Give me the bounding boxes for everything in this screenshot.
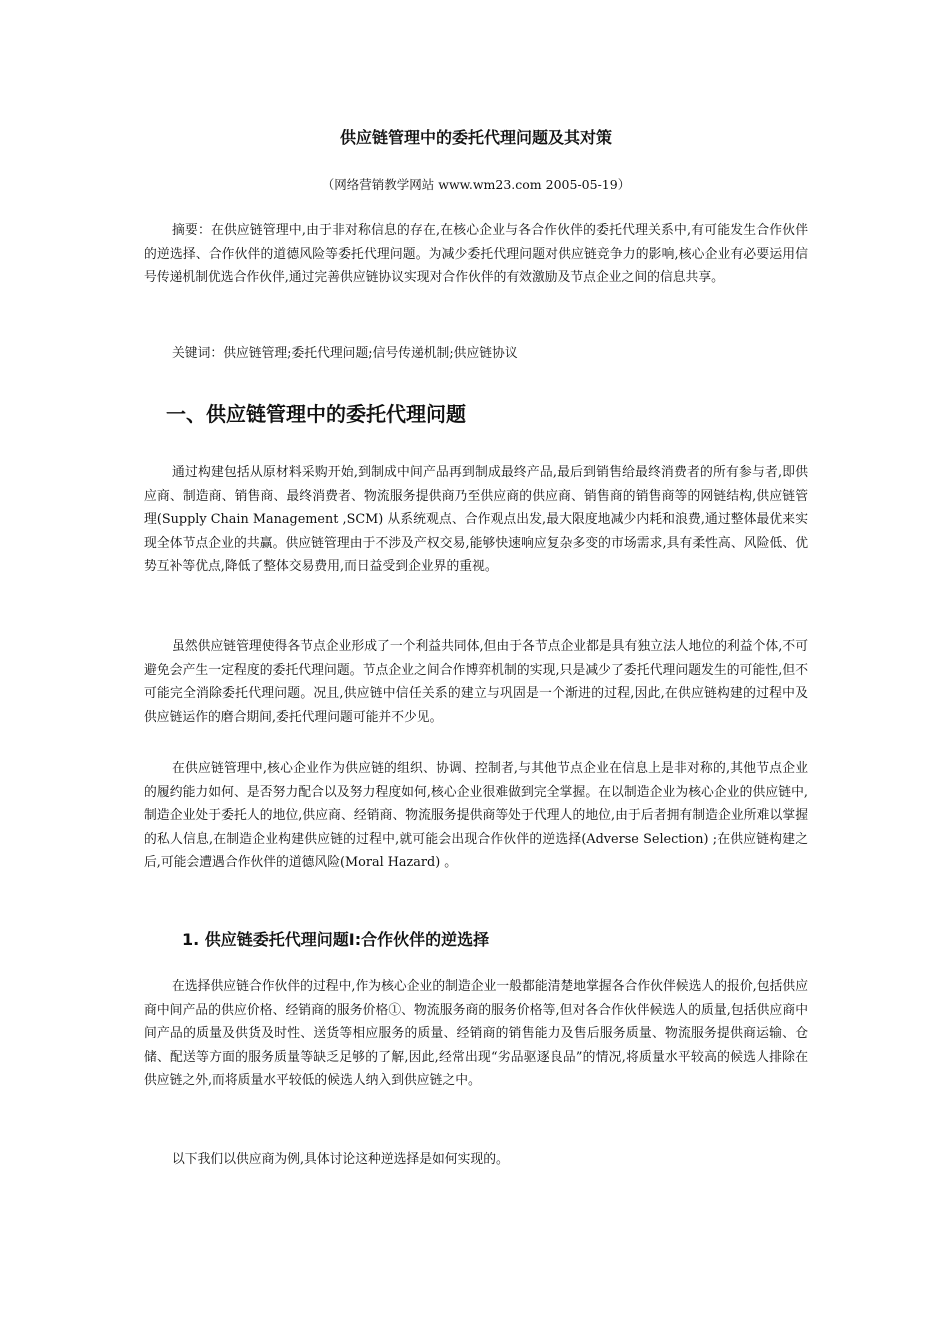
body-paragraph: 通过构建包括从原材料采购开始,到制成中间产品再到制成最终产品,最后到销售给最终消费者的所有参与者,即供应商、制造商、销售商、最终消费者、物流服务提供商乃至供应商的供应商、销售商的销售商等的网链结构,供应链管理(Supply Chain Management ,SCM) 从系统观点、合作观点出发,最大限度地减少内耗和浪费,通过整体最优来实现全体节点企业的共赢。供应链管理由于不涉及产权交易,能够快速响应复杂多变的市场需求,具有柔性高、风险低、优势互补等优点,降低了整体交易费用,而日益受到企业界的重视。 bbox=[144, 465, 808, 575]
subsection-heading: 1. 供应链委托代理问题Ⅰ:合作伙伴的逆选择 bbox=[182, 930, 490, 949]
keywords-paragraph: 关键词：供应链管理;委托代理问题;信号传递机制;供应链协议 bbox=[172, 346, 518, 361]
body-paragraph: 虽然供应链管理使得各节点企业形成了一个利益共同体,但由于各节点企业都是具有独立法人地位的利益个体,不可避免会产生一定程度的委托代理问题。节点企业之间合作博弈机制的实现,只是减少了委托代理问题发生的可能性,但不可能完全消除委托代理问题。况且,供应链中信任关系的建立与巩固是一个渐进的过程,因此,在供应链构建的过程中及供应链运作的磨合期间,委托代理问题可能并不少见。 bbox=[144, 639, 808, 725]
document-source: （网络营销教学网站 www.wm23.com 2005-05-19） bbox=[321, 177, 631, 192]
abstract-paragraph: 摘要：在供应链管理中,由于非对称信息的存在,在核心企业与各合作伙伴的委托代理关系中,有可能发生合作伙伴的逆选择、合作伙伴的道德风险等委托代理问题。为减少委托代理问题对供应链竞争力的影响,核心企业有必要运用信号传递机制优选合作伙伴,通过完善供应链协议实现对合作伙伴的有效激励及节点企业之间的信息共享。 bbox=[144, 223, 808, 286]
body-paragraph: 以下我们以供应商为例,具体讨论这种逆选择是如何实现的。 bbox=[172, 1152, 509, 1167]
document-title: 供应链管理中的委托代理问题及其对策 bbox=[339, 128, 612, 147]
body-paragraph: 在供应链管理中,核心企业作为供应链的组织、协调、控制者,与其他节点企业在信息上是非对称的,其他节点企业的履约能力如何、是否努力配合以及努力程度如何,核心企业很难做到完全掌握。在以制造企业为核心企业的供应链中,制造企业处于委托人的地位,供应商、经销商、物流服务提供商等处于代理人的地位,由于后者拥有制造企业所难以掌握的私人信息,在制造企业构建供应链的过程中,就可能会出现合作伙伴的逆选择(Adverse Selection) ;在供应链构建之后,可能会遭遇合作伙伴的道德风险(Moral Hazard) 。 bbox=[144, 761, 808, 871]
body-paragraph: 在选择供应链合作伙伴的过程中,作为核心企业的制造企业一般都能清楚地掌握各合作伙伴候选人的报价,包括供应商中间产品的供应价格、经销商的服务价格①、物流服务商的服务价格等,但对各合作伙伴候选人的质量,包括供应商中间产品的质量及供货及时性、送货等相应服务的质量、经销商的销售能力及售后服务质量、物流服务提供商运输、仓储、配送等方面的服务质量等缺乏足够的了解,因此,经常出现“劣品驱逐良品”的情况,将质量水平较高的候选人排除在供应链之外,而将质量水平较低的候选人纳入到供应链之中。 bbox=[144, 979, 808, 1089]
section-heading: 一、供应链管理中的委托代理问题 bbox=[166, 402, 466, 426]
